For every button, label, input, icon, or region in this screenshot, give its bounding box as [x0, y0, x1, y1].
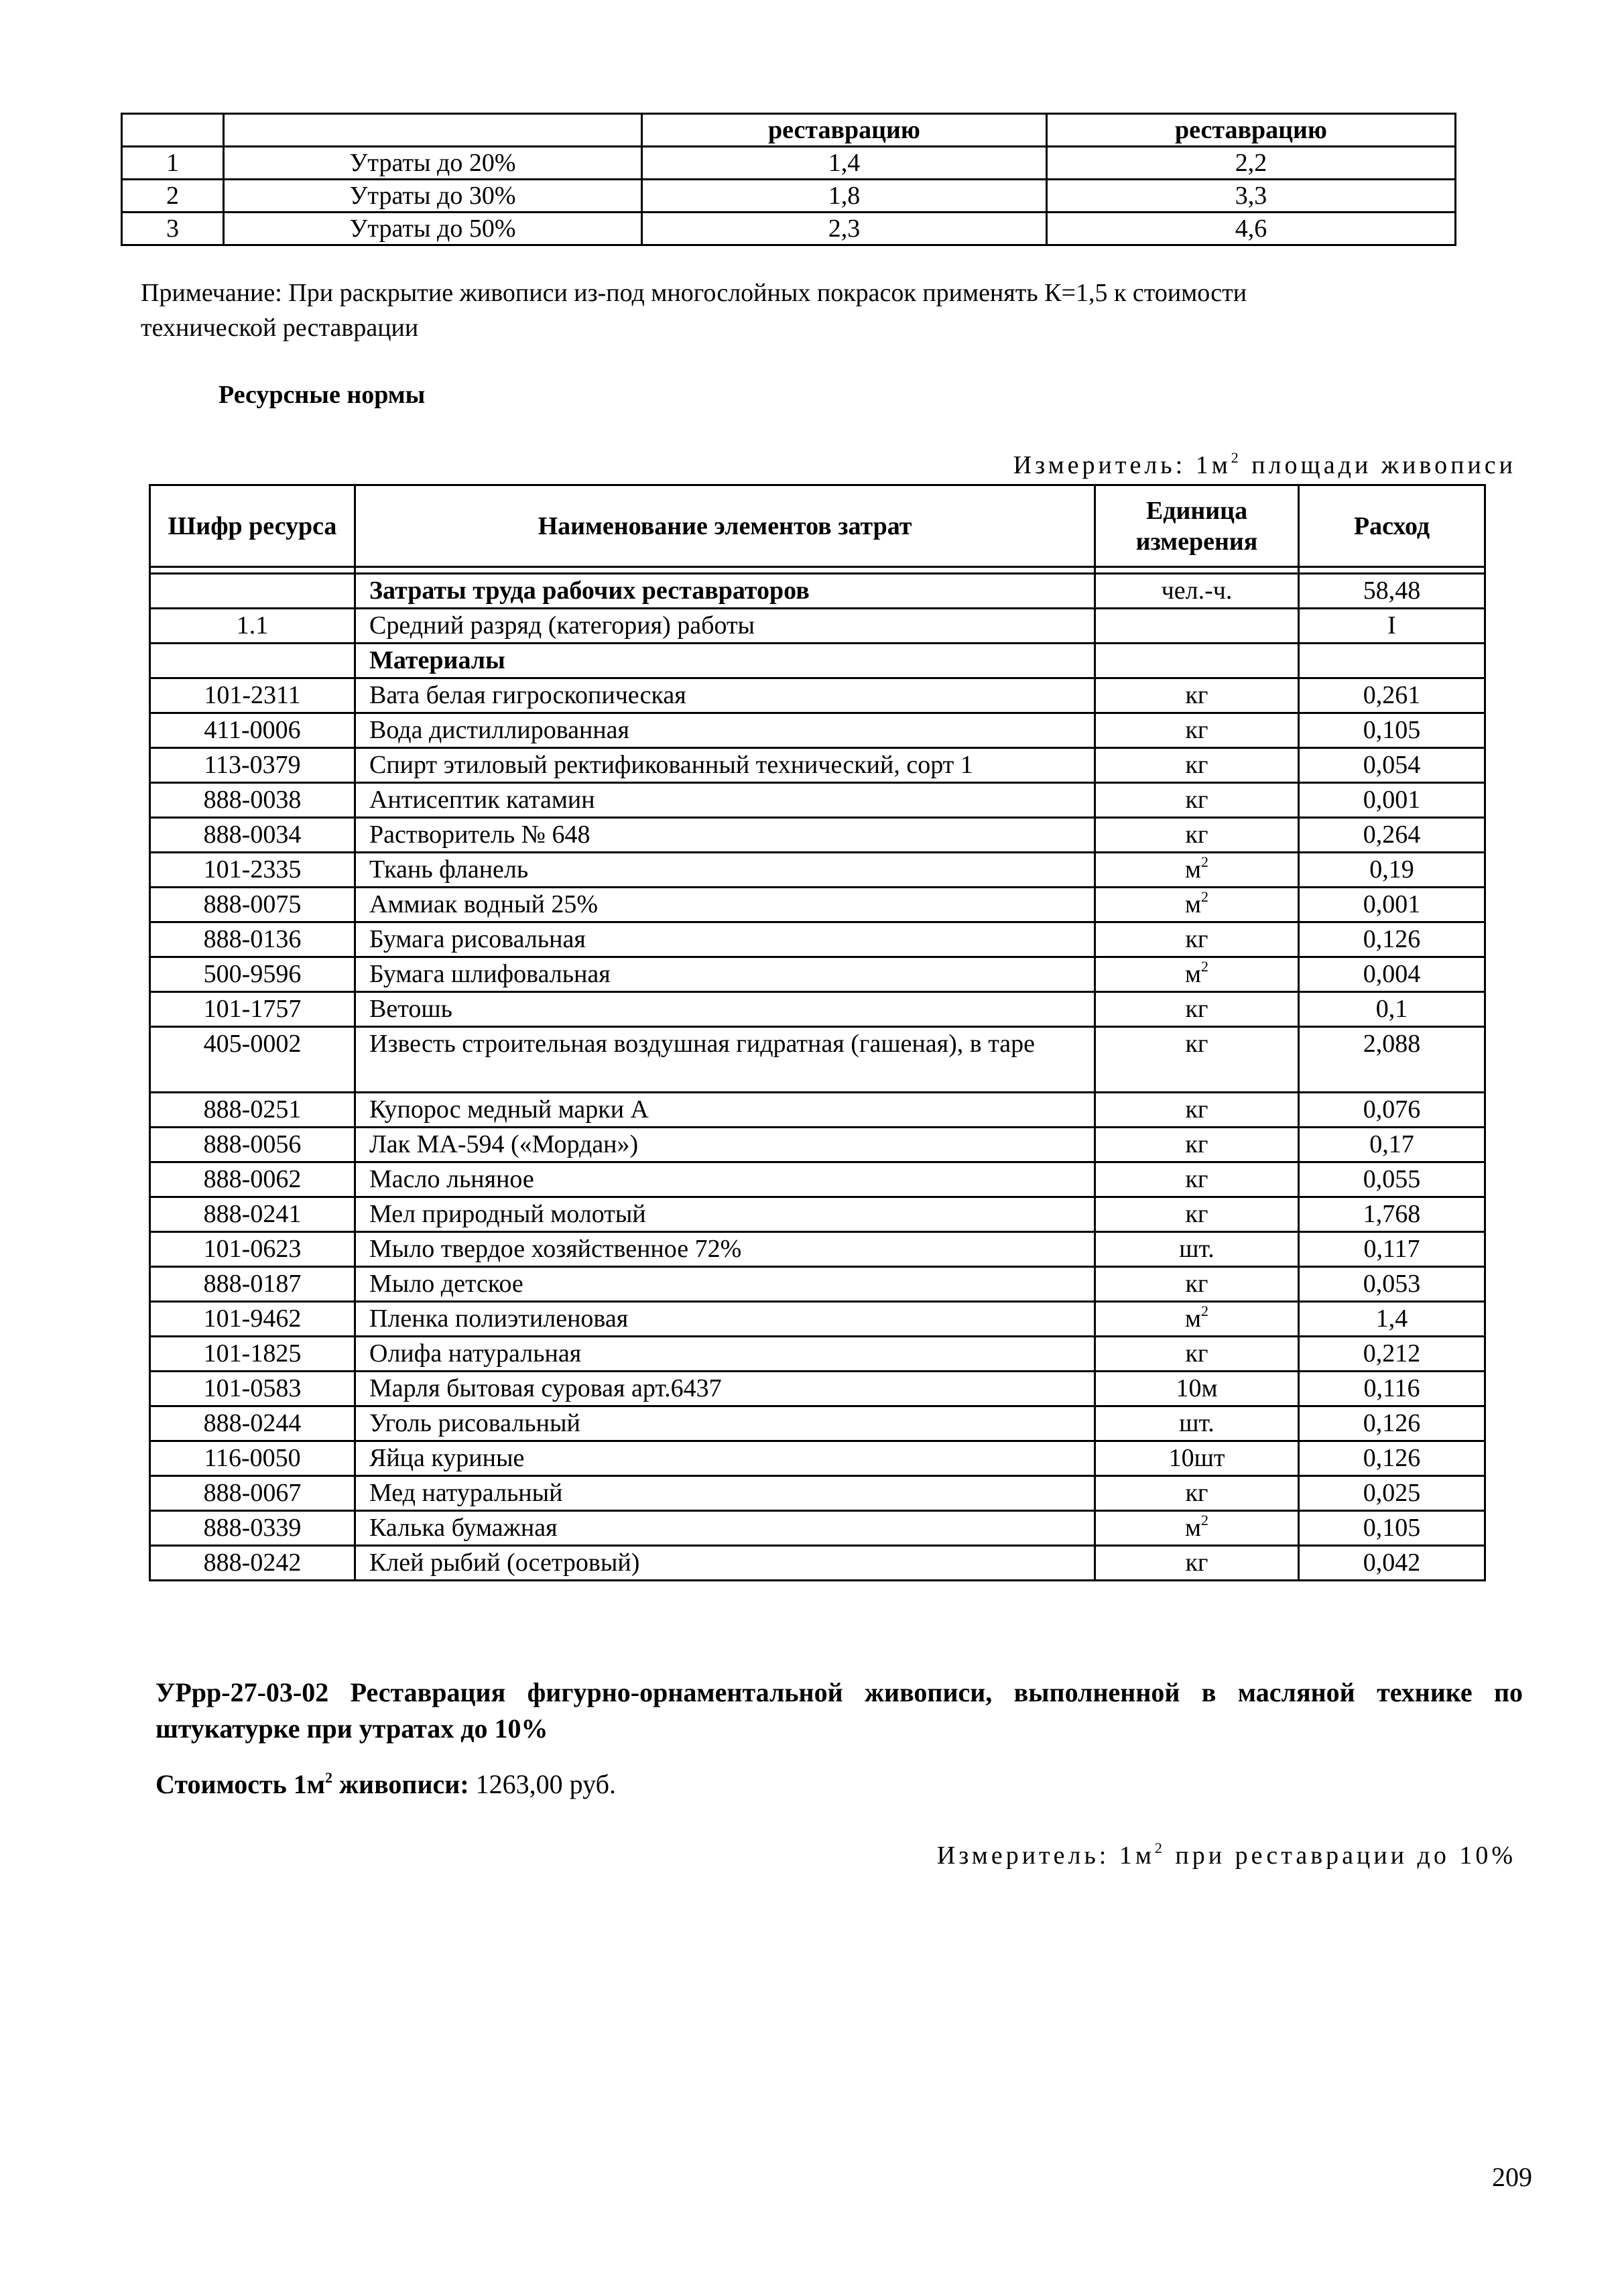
resource-value: 0,054 [1299, 748, 1485, 783]
unit-text: кг [1185, 1130, 1208, 1158]
resource-name: Аммиак водный 25% [355, 888, 1095, 922]
resource-unit [1095, 1267, 1299, 1302]
resource-value: 0,264 [1299, 818, 1485, 853]
resource-name: Ветошь [355, 992, 1095, 1027]
resource-value: 0,261 [1299, 678, 1485, 713]
note-text: Примечание: При раскрытие живописи из-под многослойных покрасок применять К=1,5 к стоимости [141, 279, 1247, 307]
row-value: 2,3 [642, 213, 1047, 245]
material-row [150, 1302, 1485, 1337]
resource-value: 0,025 [1299, 1476, 1485, 1511]
resource-code [150, 644, 355, 678]
resource-code: 888-0244 [150, 1406, 355, 1441]
material-row [150, 678, 1485, 713]
resource-unit [1095, 1337, 1299, 1372]
measure-unit-label-2 [937, 1841, 1516, 1870]
row-label: Утраты до 20% [224, 147, 642, 180]
resource-value: 0,1 [1299, 992, 1485, 1027]
resource-value: 2,088 [1299, 1027, 1485, 1093]
material-row [150, 783, 1485, 818]
row-value: 4,6 [1047, 213, 1456, 245]
unit-superscript: 2 [1201, 888, 1209, 905]
resource-name: Пленка полиэтиленовая [355, 1302, 1095, 1337]
unit-superscript: 2 [1201, 1303, 1209, 1319]
resource-code: 405-0002 [150, 1027, 355, 1093]
unit-text: м [1184, 1305, 1202, 1333]
resource-unit [1095, 992, 1299, 1027]
unit-superscript: 2 [1201, 853, 1209, 870]
resource-unit [1095, 748, 1299, 783]
resource-value: 0,055 [1299, 1162, 1485, 1197]
header-cell: реставрацию [1047, 114, 1456, 147]
row-label: Утраты до 30% [224, 180, 642, 213]
resource-unit [1095, 1302, 1299, 1337]
section-title: УРрр-27-03-02 Реставрация фигурно-орнаментальной живописи, выполненной в масляной технике по штукатурке при утратах до 10% [155, 1677, 1523, 1744]
unit-text: кг [1185, 1479, 1208, 1507]
resource-unit [1095, 1197, 1299, 1232]
page-number: 209 [1492, 2162, 1532, 2192]
grade-row [150, 609, 1485, 644]
header-resource-code: Шифр ресурса [150, 485, 355, 567]
table-row [122, 180, 1456, 213]
resource-code: 888-0038 [150, 783, 355, 818]
header-cell [122, 114, 224, 147]
header-unit: Единица измерения [1095, 485, 1299, 567]
resource-code: 411-0006 [150, 713, 355, 748]
resource-unit [1095, 922, 1299, 957]
resource-unit [1095, 713, 1299, 748]
resource-unit: чел.-ч. [1095, 574, 1299, 609]
material-row [150, 1267, 1485, 1302]
unit-text: кг [1185, 925, 1208, 953]
unit-text: 10м [1176, 1374, 1218, 1402]
resource-value: 0,105 [1299, 713, 1485, 748]
resource-code: 888-0187 [150, 1267, 355, 1302]
resource-code: 888-0056 [150, 1128, 355, 1162]
row-number: 1 [122, 147, 224, 180]
material-row [150, 1162, 1485, 1197]
row-value: 3,3 [1047, 180, 1456, 213]
row-number: 2 [122, 180, 224, 213]
material-row [150, 1197, 1485, 1232]
resource-code: 101-2311 [150, 678, 355, 713]
resource-value: 0,004 [1299, 957, 1485, 992]
resource-unit [1095, 678, 1299, 713]
labor-row [150, 574, 1485, 609]
resource-value: 0,126 [1299, 1441, 1485, 1476]
resource-name: Яйца куриные [355, 1441, 1095, 1476]
resource-value: 0,105 [1299, 1511, 1485, 1546]
unit-text: кг [1185, 1165, 1208, 1193]
resource-unit [1095, 1441, 1299, 1476]
resource-name: Калька бумажная [355, 1511, 1095, 1546]
resource-name: Известь строительная воздушная гидратная (гашеная), в таре [355, 1027, 1095, 1093]
resource-value: 0,076 [1299, 1093, 1485, 1128]
measure-superscript: 2 [1231, 449, 1242, 466]
resource-code: 888-0241 [150, 1197, 355, 1232]
unit-text: кг [1185, 681, 1208, 709]
resource-name: Мыло детское [355, 1267, 1095, 1302]
unit-text: шт. [1179, 1409, 1214, 1437]
table-header-row [150, 485, 1485, 567]
material-row [150, 1232, 1485, 1267]
resource-code: 888-0242 [150, 1546, 355, 1581]
resource-unit [1095, 1476, 1299, 1511]
resource-name: Вата белая гигроскопическая [355, 678, 1095, 713]
resource-code: 888-0062 [150, 1162, 355, 1197]
loss-coefficient-table [121, 113, 1456, 246]
resource-name: Мед натуральный [355, 1476, 1095, 1511]
resource-code: 1.1 [150, 609, 355, 644]
measure-suffix: площади живописи [1241, 451, 1516, 479]
resource-unit [1095, 609, 1299, 644]
material-row [150, 922, 1485, 957]
resource-unit [1095, 1406, 1299, 1441]
unit-text: кг [1185, 1549, 1208, 1577]
measure-superscript: 2 [1154, 1839, 1166, 1856]
measure-unit-label [1013, 450, 1516, 480]
resource-unit [1095, 888, 1299, 922]
resource-value: 0,212 [1299, 1337, 1485, 1372]
resource-value: 0,116 [1299, 1372, 1485, 1406]
material-row [150, 992, 1485, 1027]
table-row [122, 213, 1456, 245]
unit-text: кг [1185, 821, 1208, 849]
resource-name: Уголь рисовальный [355, 1406, 1095, 1441]
material-row [150, 1128, 1485, 1162]
resource-code: 101-2335 [150, 853, 355, 888]
resource-unit [1095, 1093, 1299, 1128]
resource-value: 1,4 [1299, 1302, 1485, 1337]
resource-name: Ткань фланель [355, 853, 1095, 888]
cost-label-superscript: 2 [325, 1769, 333, 1786]
resource-code: 101-1825 [150, 1337, 355, 1372]
row-value: 1,4 [642, 147, 1047, 180]
unit-text: кг [1185, 1030, 1208, 1058]
cost-value: 1263,00 руб. [469, 1769, 616, 1799]
resource-name: Средний разряд (категория) работы [355, 609, 1095, 644]
resource-name: Купорос медный марки А [355, 1093, 1095, 1128]
unit-text: м [1184, 890, 1202, 918]
resource-value: 0,126 [1299, 1406, 1485, 1441]
materials-section-row [150, 644, 1485, 678]
resource-code: 888-0067 [150, 1476, 355, 1511]
cost-line [155, 1768, 616, 1800]
note-text-continued: технической реставрации [141, 314, 419, 342]
table-header-row [122, 114, 1456, 147]
resource-code: 500-9596 [150, 957, 355, 992]
resource-name: Олифа натуральная [355, 1337, 1095, 1372]
unit-text: 10шт [1168, 1444, 1225, 1472]
resource-unit [1095, 1511, 1299, 1546]
material-row [150, 1441, 1485, 1476]
unit-text: кг [1185, 1200, 1208, 1228]
unit-text: кг [1185, 995, 1208, 1023]
resource-name: Масло льняное [355, 1162, 1095, 1197]
resource-name: Вода дистиллированная [355, 713, 1095, 748]
resource-name: Затраты труда рабочих реставраторов [355, 574, 1095, 609]
resource-unit [1095, 1027, 1299, 1093]
resource-code: 888-0251 [150, 1093, 355, 1128]
resource-value: 0,126 [1299, 922, 1485, 957]
unit-text: шт. [1179, 1235, 1214, 1263]
resource-name: Мыло твердое хозяйственное 72% [355, 1232, 1095, 1267]
header-element-name: Наименование элементов затрат [355, 485, 1095, 567]
resource-unit [1095, 644, 1299, 678]
table-row [122, 147, 1456, 180]
resource-norms-heading: Ресурсные нормы [219, 381, 426, 409]
resource-name: Марля бытовая суровая арт.6437 [355, 1372, 1095, 1406]
resource-code: 101-1757 [150, 992, 355, 1027]
resource-code: 888-0034 [150, 818, 355, 853]
resource-value: 0,001 [1299, 783, 1485, 818]
resource-value: 0,001 [1299, 888, 1485, 922]
resource-code: 101-9462 [150, 1302, 355, 1337]
resource-value [1299, 644, 1485, 678]
row-label: Утраты до 50% [224, 213, 642, 245]
resource-unit [1095, 783, 1299, 818]
material-row [150, 1337, 1485, 1372]
unit-text: кг [1185, 751, 1208, 779]
material-row [150, 1372, 1485, 1406]
resource-value: 58,48 [1299, 574, 1485, 609]
resource-name: Растворитель № 648 [355, 818, 1095, 853]
material-row [150, 1511, 1485, 1546]
cost-label-suffix: живописи: [332, 1769, 469, 1799]
resource-unit [1095, 1546, 1299, 1581]
resource-value: I [1299, 609, 1485, 644]
measure-prefix: Измеритель: 1м [936, 1841, 1155, 1870]
unit-text: м [1184, 960, 1202, 988]
resource-name: Бумага рисовальная [355, 922, 1095, 957]
resource-unit [1095, 1162, 1299, 1197]
material-row [150, 957, 1485, 992]
material-row [150, 1406, 1485, 1441]
material-row [150, 1093, 1485, 1128]
resource-name: Лак МА-594 («Мордан») [355, 1128, 1095, 1162]
material-row [150, 1027, 1485, 1093]
resource-name: Бумага шлифовальная [355, 957, 1095, 992]
row-number: 3 [122, 213, 224, 245]
resource-unit [1095, 818, 1299, 853]
resource-unit [1095, 957, 1299, 992]
unit-text: кг [1185, 716, 1208, 744]
resource-code: 888-0136 [150, 922, 355, 957]
cost-label [155, 1769, 469, 1799]
resource-name: Спирт этиловый ректификованный технический, сорт 1 [355, 748, 1095, 783]
resource-name: Антисептик катамин [355, 783, 1095, 818]
resource-value: 1,768 [1299, 1197, 1485, 1232]
header-consumption: Расход [1299, 485, 1485, 567]
resource-value: 0,19 [1299, 853, 1485, 888]
header-cell [224, 114, 642, 147]
resource-name: Мел природный молотый [355, 1197, 1095, 1232]
resource-norms-table [149, 484, 1486, 1581]
resource-value: 0,053 [1299, 1267, 1485, 1302]
unit-text: кг [1185, 1095, 1208, 1124]
resource-unit [1095, 1232, 1299, 1267]
resource-unit [1095, 1128, 1299, 1162]
unit-text: кг [1185, 1270, 1208, 1298]
resource-code: 888-0075 [150, 888, 355, 922]
unit-superscript: 2 [1201, 958, 1209, 975]
cost-label-prefix: Стоимость 1м [155, 1769, 326, 1799]
material-row [150, 713, 1485, 748]
resource-code: 888-0339 [150, 1511, 355, 1546]
material-row [150, 818, 1485, 853]
resource-code: 101-0583 [150, 1372, 355, 1406]
material-row [150, 748, 1485, 783]
header-cell: реставрацию [642, 114, 1047, 147]
measure-suffix: при реставрации до 10% [1165, 1841, 1516, 1870]
resource-value: 0,117 [1299, 1232, 1485, 1267]
row-value: 2,2 [1047, 147, 1456, 180]
material-row [150, 1476, 1485, 1511]
unit-text: м [1184, 855, 1202, 884]
material-row [150, 888, 1485, 922]
resource-code: 113-0379 [150, 748, 355, 783]
unit-text: кг [1185, 1339, 1208, 1368]
resource-unit [1095, 853, 1299, 888]
resource-code: 116-0050 [150, 1441, 355, 1476]
resource-code [150, 574, 355, 609]
resource-code: 101-0623 [150, 1232, 355, 1267]
material-row [150, 1546, 1485, 1581]
spacer-row [150, 567, 1485, 574]
measure-prefix: Измеритель: 1м [1013, 451, 1231, 479]
resource-name: Клей рыбий (осетровый) [355, 1546, 1095, 1581]
unit-text: кг [1185, 786, 1208, 814]
material-row [150, 853, 1485, 888]
resource-value: 0,042 [1299, 1546, 1485, 1581]
materials-label: Материалы [355, 644, 1095, 678]
unit-superscript: 2 [1201, 1512, 1209, 1528]
unit-text: м [1184, 1514, 1202, 1542]
resource-value: 0,17 [1299, 1128, 1485, 1162]
resource-unit [1095, 1372, 1299, 1406]
row-value: 1,8 [642, 180, 1047, 213]
